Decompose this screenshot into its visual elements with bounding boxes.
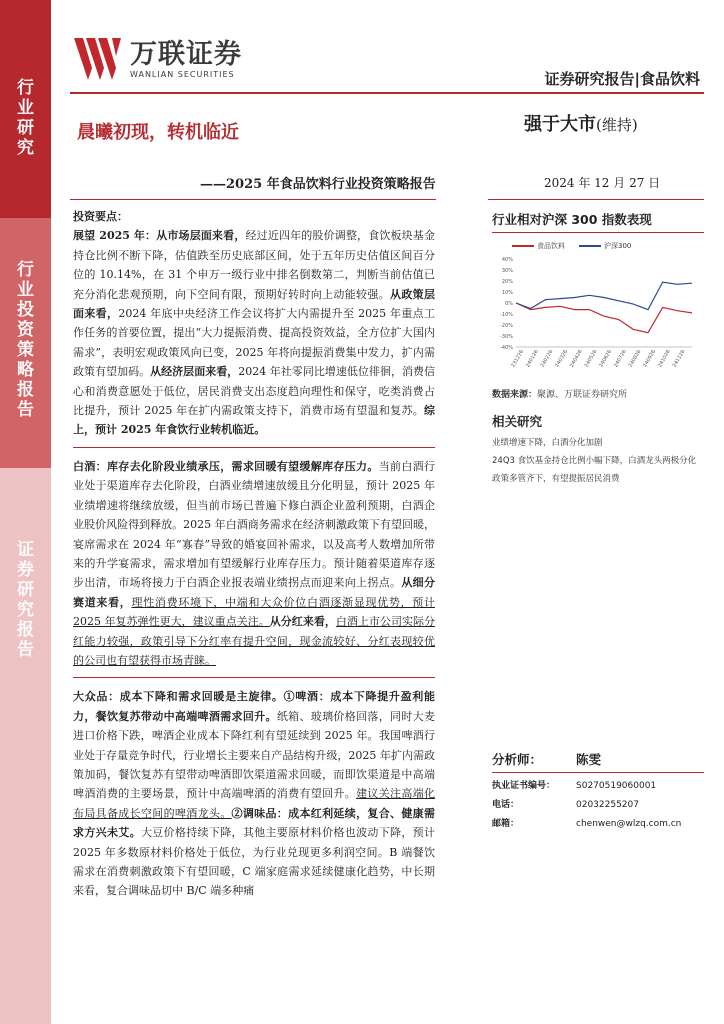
text-run: 建议关注高端化布局具备成长空间的啤酒龙头。 xyxy=(73,787,435,820)
text-run: 大豆价格持续下降，其他主要原材料价格也波动下降，预计 2025 年多数原材料价格处于低位，为行业兑现更多利润空间。B 端餐饮需求在消费刺激政策下有望回暖，C 端家庭需求延续健康化趋势，中长期来看，复合调味品切中 B/C 端多种痛 xyxy=(73,826,436,898)
x-tick-label: 240626 xyxy=(598,349,614,369)
rating-value: 强于大市 xyxy=(524,114,596,135)
company-logo xyxy=(74,38,242,80)
x-tick-label: 240926 xyxy=(642,349,658,369)
analyst-contact-row xyxy=(492,777,704,796)
sidebar-char: 报 xyxy=(17,620,34,640)
related-research-item[interactable]: 政策多管齐下，有望提振居民消费 xyxy=(492,474,620,484)
main-text xyxy=(73,207,435,901)
analyst-contact-value: 02032255207 xyxy=(576,800,639,810)
x-tick-label: 240226 xyxy=(539,349,555,369)
y-tick-label: -20% xyxy=(500,323,513,329)
rating xyxy=(524,110,638,136)
header-rule xyxy=(70,92,704,94)
text-run: 2024 年底中央经济工作会议将扩大内需提升至 2025 年重点工作任务的首要位置，提出“大力提振消费、提高投资效益，全方位扩大国内需求”，表明宏观政策风向已变，2025 年将向提振消费集中发力，扩内需政策有望加码。 xyxy=(73,307,435,379)
text-run: 从经济层面来看， xyxy=(150,365,239,379)
mass-goods-paragraph xyxy=(73,687,435,900)
chart-legend xyxy=(512,241,704,251)
sidebar-char: 报 xyxy=(17,380,34,400)
logo-name-en: WANLIAN SECURITIES xyxy=(130,69,235,79)
right-separator xyxy=(488,199,704,200)
baijiu-paragraph xyxy=(73,457,435,670)
related-research-item[interactable]: 业绩增速下降，白酒分化加剧 xyxy=(492,438,603,448)
sidebar-char: 投 xyxy=(17,300,34,320)
text-run: 纸箱、玻璃价格回落，同时大麦进口价格下跌，啤酒企业成本下降红利有望延续到 2025 年。我国啤酒行业处于存量竞争时代，行业增长主要来自产品结构升级，2025 年扩内需政策加码，餐饮复苏有望带动啤酒即饮渠道需求回暖，而即饮渠道是中高端啤酒消费的主要场景，预计中高端啤酒的消费有望回升。 xyxy=(73,709,436,801)
right-column xyxy=(492,210,704,488)
text-run: 白酒上市公司实际分红能力较强，政策引导下分红率有提升空间，现金流较好、分红表现较优的公司也有望获得市场青睐。 xyxy=(73,615,436,667)
text-run: 大众品：成本下降和需求回暖是主旋律。①啤酒：成本下降提升盈利能力，餐饮复苏带动中高端啤酒需求回升。 xyxy=(73,690,435,723)
section-divider xyxy=(73,677,435,678)
related-research-item[interactable]: 24Q3 食饮基金持仓比例小幅下降，白酒龙头两极分化 xyxy=(492,456,697,466)
x-tick-label: 241126 xyxy=(671,349,687,369)
sidebar-char: 研 xyxy=(17,580,34,600)
report-subtitle: ——2025 年食品饮料行业投资策略报告 xyxy=(200,177,436,192)
y-tick-label: 40% xyxy=(501,257,513,263)
sidebar-block-strategy-report xyxy=(0,218,51,468)
text-run: 经过近四年的股价调整，食饮板块基金持仓比例不断下降，估值跌至历史底部区间，处于五年历史估值区间百分位的 10.14%，在 31 个申万一级行业中排名倒数第二，判断当前估值已充分消化悲观预期，向下空间有限，预期好转时向上动能较强。 xyxy=(73,229,435,301)
y-tick-label: -30% xyxy=(500,334,513,340)
analyst-contact-label: 邮箱： xyxy=(492,819,520,829)
series-line-food-beverage xyxy=(516,303,692,333)
data-source: 数据来源：聚源、万联证券研究所 xyxy=(492,390,628,400)
text-run: ②调味品：成本红利延续，复合、健康需求方兴未艾。 xyxy=(73,806,435,840)
x-tick-label: 240126 xyxy=(524,349,540,369)
wanlian-logo-icon xyxy=(74,38,124,80)
sidebar-block-industry-research xyxy=(0,0,51,218)
legend-item-food: 食品饮料 xyxy=(512,241,565,251)
x-tick-label: 231226 xyxy=(510,349,526,369)
sidebar xyxy=(0,0,51,1024)
text-run: 白酒：库存去化阶段业绩承压，需求回暖有望缓解库存压力。 xyxy=(73,459,379,473)
related-research-list xyxy=(492,434,704,488)
relative-performance-chart xyxy=(492,251,704,381)
x-tick-label: 240726 xyxy=(612,349,628,369)
sidebar-char: 业 xyxy=(17,98,34,118)
text-run: 从分红来看， xyxy=(269,615,336,629)
sidebar-char: 告 xyxy=(17,640,34,660)
outlook-paragraph xyxy=(73,226,435,439)
x-tick-label: 240426 xyxy=(568,349,584,369)
y-tick-label: -40% xyxy=(500,345,513,351)
legend-item-hs300: 沪深300 xyxy=(579,241,631,251)
analyst-name: 陈雯 xyxy=(576,752,602,767)
sidebar-char: 业 xyxy=(17,280,34,300)
y-tick-label: 10% xyxy=(501,290,513,296)
analyst-name-row: 分析师： 陈雯 xyxy=(492,750,704,773)
analyst-contact-row xyxy=(492,796,704,815)
sidebar-char: 究 xyxy=(17,138,34,158)
x-tick-label: 240526 xyxy=(583,349,599,369)
sidebar-char: 行 xyxy=(17,78,34,98)
analyst-contact-value: S0270519060001 xyxy=(576,781,657,791)
y-tick-label: -10% xyxy=(500,312,513,318)
analyst-info xyxy=(492,750,704,834)
chart-title: 行业相对沪深 300 指数表现 xyxy=(492,210,704,233)
text-run: 展望 2025 年：从市场层面来看， xyxy=(73,229,246,243)
text-run: 从细分赛道来看， xyxy=(73,576,436,609)
text-run: 理性消费环境下，中端和大众价位白酒逐渐显现优势，预计 2025 年复苏弹性更大，建议重点关注。 xyxy=(73,595,435,629)
sidebar-char: 证 xyxy=(17,540,34,560)
rating-sub: (维持) xyxy=(596,116,638,134)
text-run: 综上，预计 2025 年食饮行业转机临近。 xyxy=(73,404,435,437)
analyst-contact-label: 执业证书编号： xyxy=(492,781,556,791)
text-run: 从政策层面来看， xyxy=(73,287,435,321)
y-tick-label: 20% xyxy=(501,279,513,285)
sidebar-char: 策 xyxy=(17,340,34,360)
report-type: 证券研究报告|食品饮料 xyxy=(544,70,700,88)
invest-points-title: 投资要点： xyxy=(73,210,128,223)
sidebar-char: 略 xyxy=(17,360,34,380)
sidebar-char: 研 xyxy=(17,118,34,138)
sidebar-char: 究 xyxy=(17,600,34,620)
y-tick-label: 30% xyxy=(501,268,513,274)
x-tick-label: 241026 xyxy=(656,349,672,369)
sidebar-char: 告 xyxy=(17,400,34,420)
x-tick-label: 240826 xyxy=(627,349,643,369)
sidebar-char: 券 xyxy=(17,560,34,580)
report-date: 2024 年 12 月 27 日 xyxy=(544,176,661,190)
sidebar-char: 行 xyxy=(17,260,34,280)
report-title: 晨曦初现，转机临近 xyxy=(77,122,239,143)
text-run: 2024 年社零同比增速低位徘徊，消费信心和消费意愿处于低位，居民消费支出态度趋向理性和保守，吃类消费占比提升，预计 2025 年在扩内需政策支持下，消费市场有望温和复苏。 xyxy=(73,365,436,418)
related-research-title: 相关研究 xyxy=(492,414,543,429)
text-run: 当前白酒行业处于渠道库存去化阶段，白酒业绩增速放缓且分化明显，预计 2025 年业绩增速将继续放缓，但当前市场已普遍下修白酒企业盈利预期，白酒企业股价风险得到释放。2025 年白酒商务需求在经济刺激政策下有望回暖，宴席需求在 2024 年“寡春”导致的婚宴回补需求，以及高考人数增加所带来的升学宴需求，需求增加有望缓解行业库存压力。预计随着渠道库存逐步出清，市场将接力于白酒企业报表端业绩拐点而迎来向上拐点。 xyxy=(73,459,436,590)
analyst-contact-label: 电话： xyxy=(492,800,520,810)
analyst-contact-value: chenwen@wlzq.com.cn xyxy=(576,819,682,829)
x-tick-label: 240326 xyxy=(554,349,570,369)
sidebar-block-securities-report xyxy=(0,468,51,1024)
series-line-hs300 xyxy=(516,282,692,310)
left-separator xyxy=(70,199,436,200)
section-divider xyxy=(73,447,435,448)
y-tick-label: 0% xyxy=(505,301,513,307)
analyst-contact-row xyxy=(492,815,704,834)
sidebar-char: 资 xyxy=(17,320,34,340)
logo-name-cn: 万联证券 xyxy=(130,38,242,70)
